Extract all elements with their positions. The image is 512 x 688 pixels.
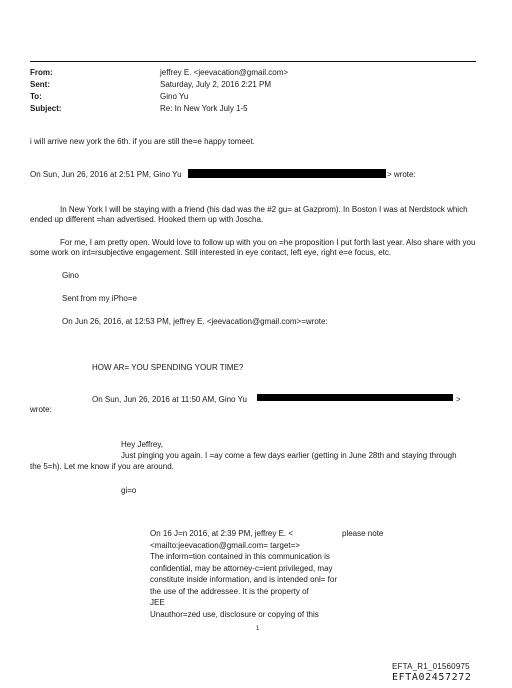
- sent-label: Sent:: [30, 80, 50, 89]
- efta-id-secondary: EFTA02457272: [392, 672, 472, 683]
- redaction-box: [257, 394, 453, 401]
- from-label: From:: [30, 68, 53, 77]
- mailto-link: <mailto:jeevacation@gmail.com= target=>: [150, 541, 300, 550]
- greeting: Hey Jeffrey,: [121, 440, 163, 449]
- header-divider: [30, 61, 476, 62]
- sent-value: Saturday, July 2, 2016 2:21 PM: [160, 80, 272, 89]
- quote3-prefix: On Sun, Jun 26, 2016 at 11:50 AM, Gino Yu: [92, 395, 247, 404]
- quote1-prefix: On Sun, Jun 26, 2016 at 2:51 PM, Gino Yu: [30, 170, 182, 179]
- quote4-prefix: On 16 J=n 2016, at 2:39 PM, jeffrey E. <: [150, 529, 294, 538]
- disclaimer-line: The inform=tion contained in this communication is: [150, 552, 330, 561]
- paragraph-proposition: For me, I am pretty open. Would love to follow up with you on =he proposition I put forth last year. Also share with you some work on int=rsubjective engagement. Still interested in eye contact, left eye, right e=e focus, etc.: [30, 238, 476, 258]
- ping-line: Just pinging you again. I =ay come a few days earlier (getting in June 28th and staying through: [121, 451, 457, 460]
- reply-line: i will arrive new york the 6th. if you are still the=e happy tomeet.: [30, 137, 255, 146]
- quote2-header: On Jun 26, 2016, at 12:53 PM, jeffrey E. <jeevacation@gmail.com>=wrote:: [62, 317, 328, 326]
- sent-from-phone: Sent from my iPho=e: [62, 294, 137, 303]
- disclaimer-line: Unauthor=zed use, disclosure or copying of this: [150, 610, 319, 619]
- quote1-suffix: > wrote:: [387, 170, 416, 179]
- signature-gino-short: gi=o: [121, 486, 137, 495]
- to-label: To:: [30, 92, 42, 101]
- quote3-suffix: >: [456, 395, 461, 404]
- ping-line-continued: the 5=h). Let me know if you are around.: [30, 462, 174, 471]
- disclaimer-line: JEE: [150, 598, 165, 607]
- subject-label: Subject:: [30, 104, 62, 113]
- to-value: Gino Yu: [160, 92, 189, 101]
- quote4-note: please note: [342, 529, 384, 538]
- signature-gino: Gino: [62, 271, 79, 280]
- page-number: 1: [256, 626, 260, 632]
- how-are-you-line: HOW AR= YOU SPENDING YOUR TIME?: [92, 363, 244, 372]
- redaction-box: [188, 169, 386, 178]
- paragraph-new-york: In New York I will be staying with a friend (his dad was the #2 gu= at Gazprom). In Boston I was at Nerdstock which ended up different =han advertised. Hooked them up with Joscha.: [30, 205, 468, 225]
- wrote-label: wrote:: [30, 405, 52, 414]
- from-value: jeffrey E. <jeevacation@gmail.com>: [160, 68, 289, 77]
- disclaimer-line: confidential, may be attorney-c=ient privileged, may: [150, 564, 333, 573]
- disclaimer-line: constitute inside information, and is intended onl= for: [150, 575, 338, 584]
- subject-value: Re: In New York July 1-5: [160, 104, 248, 113]
- disclaimer-line: the use of the addressee. It is the property of: [150, 587, 309, 596]
- efta-id-primary: EFTA_R1_01560975: [392, 662, 470, 671]
